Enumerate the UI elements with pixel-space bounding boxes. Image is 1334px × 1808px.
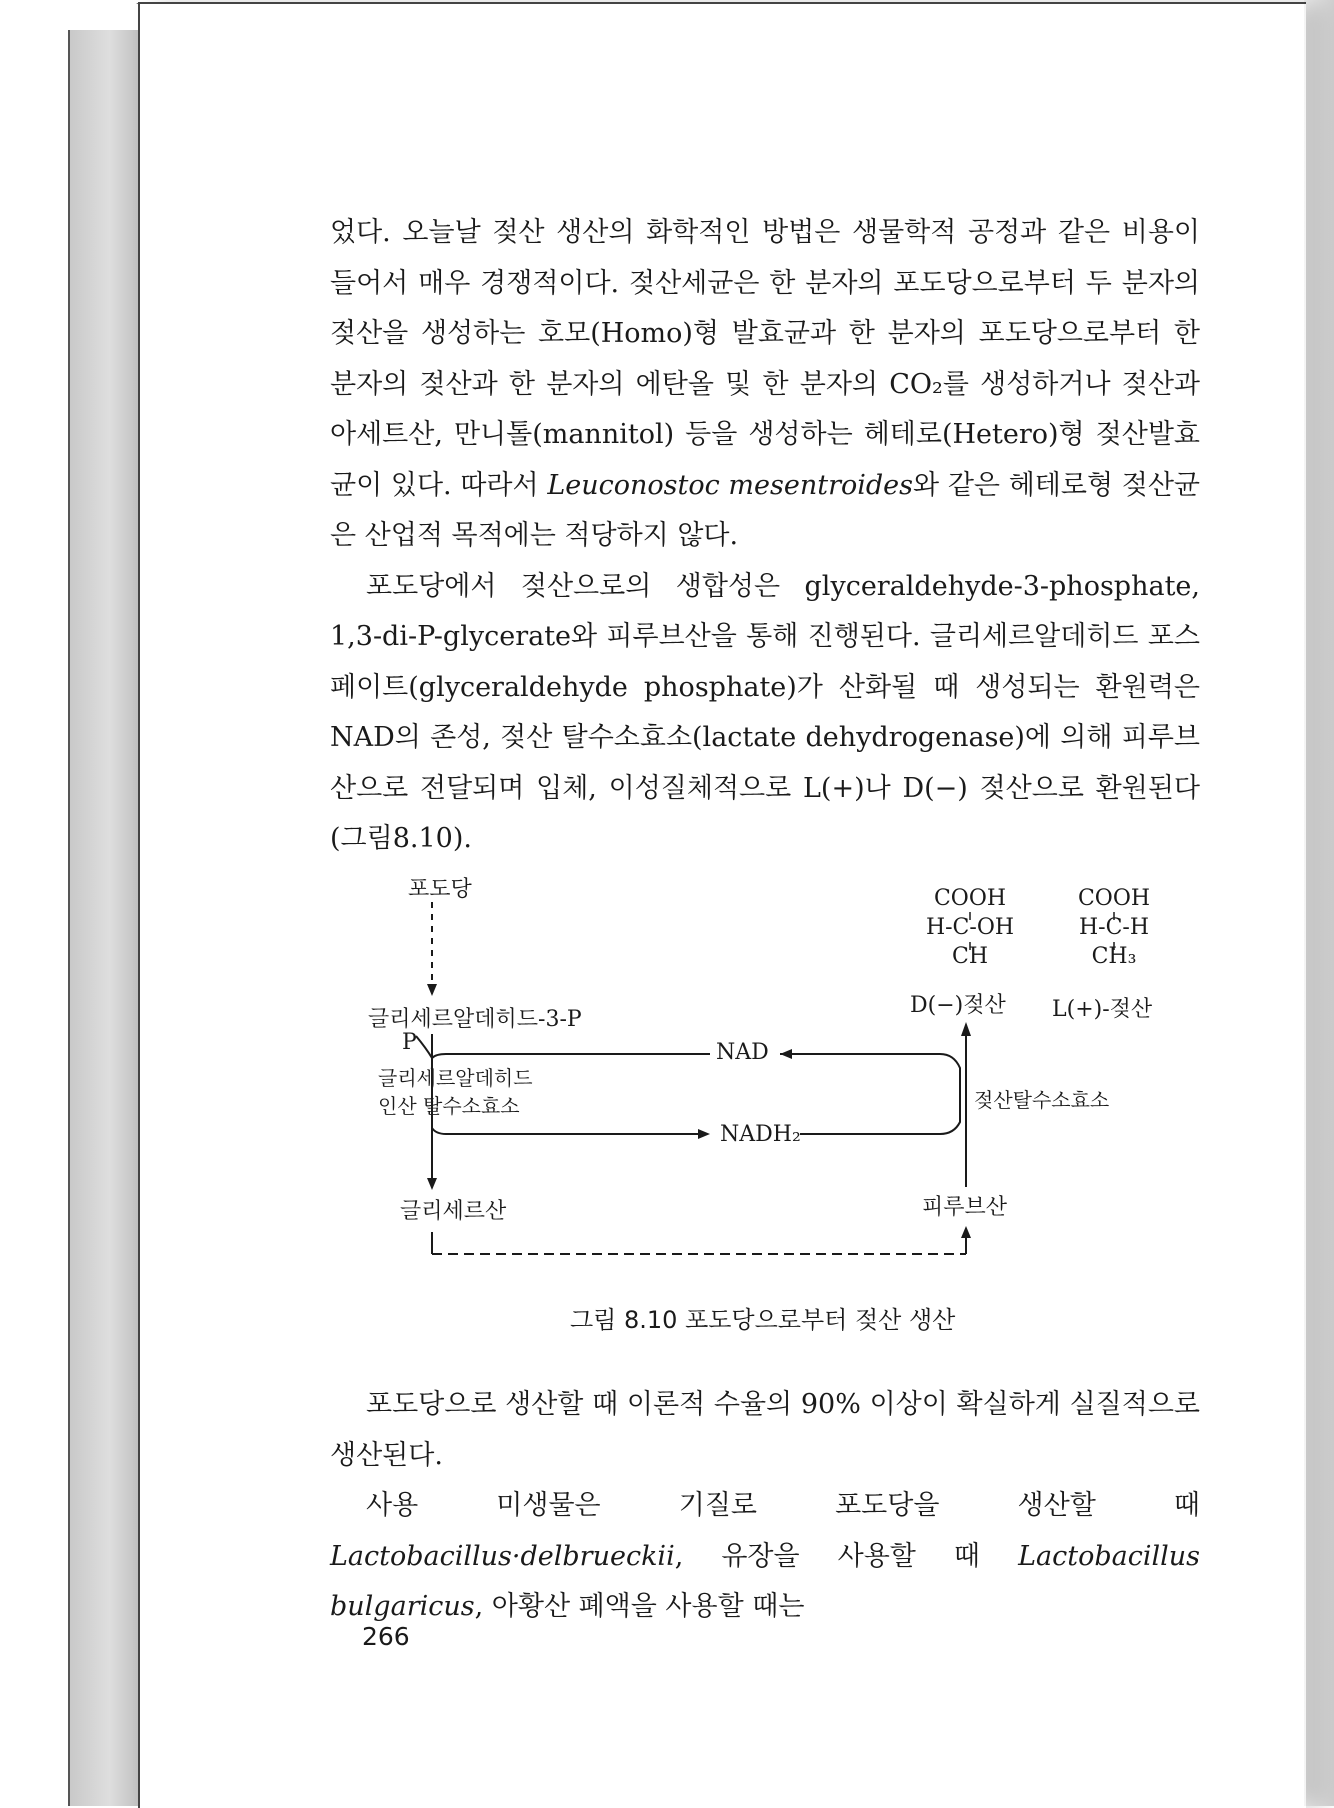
label-glucose: 포도당 xyxy=(408,877,472,902)
l-lactate-line3: CH₃ xyxy=(1091,944,1137,969)
label-g3p: 글리세르알데히드-3-P xyxy=(368,1007,582,1032)
right-arrowhead xyxy=(961,1022,971,1036)
paragraph-4-a: 사용 미생물은 기질로 포도당을 생산할 때 xyxy=(366,1490,1200,1521)
label-glycerate: 글리세르산 xyxy=(400,1199,507,1224)
body-text-top xyxy=(330,208,1200,865)
nad-arrowhead xyxy=(780,1049,792,1059)
glucose-arrowhead xyxy=(427,984,437,996)
species-delbrueckii: Lactobacillus·delbrueckii xyxy=(330,1540,675,1572)
paragraph-2: 포도당에서 젖산으로의 생합성은 glyceraldehyde-3-phosphate, 1,3-di-P-glycerate와 피루브산을 통해 진행된다. 글리세르알데히드 포스페이트(glyceraldehyde phosphate)가 산화될 때 생성되는 환원력은 NAD의 존성, 젖산 탈수소효소(lactate dehydrogenase)에 의해 피루브산으로 전달되며 입체, 이성질체적으로 L(+)나 D(−) 젖산으로 환원된다(그림8.10). xyxy=(330,570,1200,854)
nad-left-line xyxy=(432,1054,710,1058)
paragraph-3: 포도당으로 생산할 때 이론적 수율의 90% 이상이 확실하게 실질적으로 생산된다. xyxy=(330,1389,1200,1471)
label-p: P xyxy=(402,1030,417,1055)
label-pyruvate: 피루브산 xyxy=(922,1195,1008,1220)
paragraph-4 xyxy=(330,1481,1200,1633)
paragraph-1-text: 었다. 오늘날 젖산 생산의 화학적인 방법은 생물학적 공정과 같은 비용이 들어서 매우 경쟁적이다. 젖산세균은 한 분자의 포도당으로부터 두 분자의 젖산을 생성하는 호모(Homo)형 발효균과 한 분자의 포도당으로부터 한 분자의 젖산과 한 분자의 에탄올 및 한 분자의 CO₂를 생성하거나 젖산과 아세트산, 만니톨(mannitol) 등을 생성하는 헤테로(Hetero)형 젖산발효균이 있다. 따라서 xyxy=(330,217,1200,501)
loop-arrowhead xyxy=(961,1226,971,1238)
nadh-curve xyxy=(940,1108,960,1134)
book-spine xyxy=(68,30,142,1806)
nad-curve xyxy=(940,1054,960,1108)
figure-8-10-diagram xyxy=(368,872,1190,1282)
l-lactate-structure xyxy=(1066,884,1162,971)
p-curve xyxy=(416,1036,432,1058)
label-enzyme1-line1: 글리세르알데히드 xyxy=(378,1066,533,1090)
l-lactate-line1: COOH xyxy=(1077,886,1151,911)
label-nad: NAD xyxy=(716,1040,769,1065)
page-number: 266 xyxy=(362,1622,410,1651)
figure-caption: 그림 8.10 포도당으로부터 젖산 생산 xyxy=(570,1306,956,1334)
label-l-lactate: L(+)-젖산 xyxy=(1052,997,1153,1022)
label-d-lactate: D(−)젖산 xyxy=(910,993,1006,1018)
left-arrowhead xyxy=(427,1178,437,1190)
d-lactate-line2: H-C-OH xyxy=(925,915,1015,940)
d-lactate-structure xyxy=(922,884,1018,971)
label-enzyme2: 젖산탈수소효소 xyxy=(974,1088,1110,1112)
species-bulgaricus: Lactobacillus bulgaricus xyxy=(330,1540,1200,1622)
nadh-arrowhead xyxy=(698,1129,710,1139)
d-lactate-line1: COOH xyxy=(933,886,1007,911)
paragraph-4-c: , 유장을 사용할 때 xyxy=(674,1540,1019,1572)
body-text-bottom xyxy=(330,1380,1200,1633)
paragraph-1-end: 와 같은 헤테로형 젖산균은 산업적 목적에는 적당하지 않다. xyxy=(330,469,1200,551)
label-enzyme1-line2: 인산 탈수소효소 xyxy=(378,1094,520,1118)
paragraph-4-e: , 아황산 폐액을 사용할 때는 xyxy=(474,1591,805,1622)
paragraph-1 xyxy=(330,208,1200,562)
d-lactate-line3: CH xyxy=(951,944,989,969)
nadh-left-line xyxy=(432,1128,700,1134)
species-leuconostoc: Leuconostoc mesentroides xyxy=(547,469,914,501)
l-lactate-line2: H-C-H xyxy=(1078,915,1150,940)
label-nadh2: NADH₂ xyxy=(720,1122,801,1147)
page-shadow xyxy=(1304,0,1334,1806)
